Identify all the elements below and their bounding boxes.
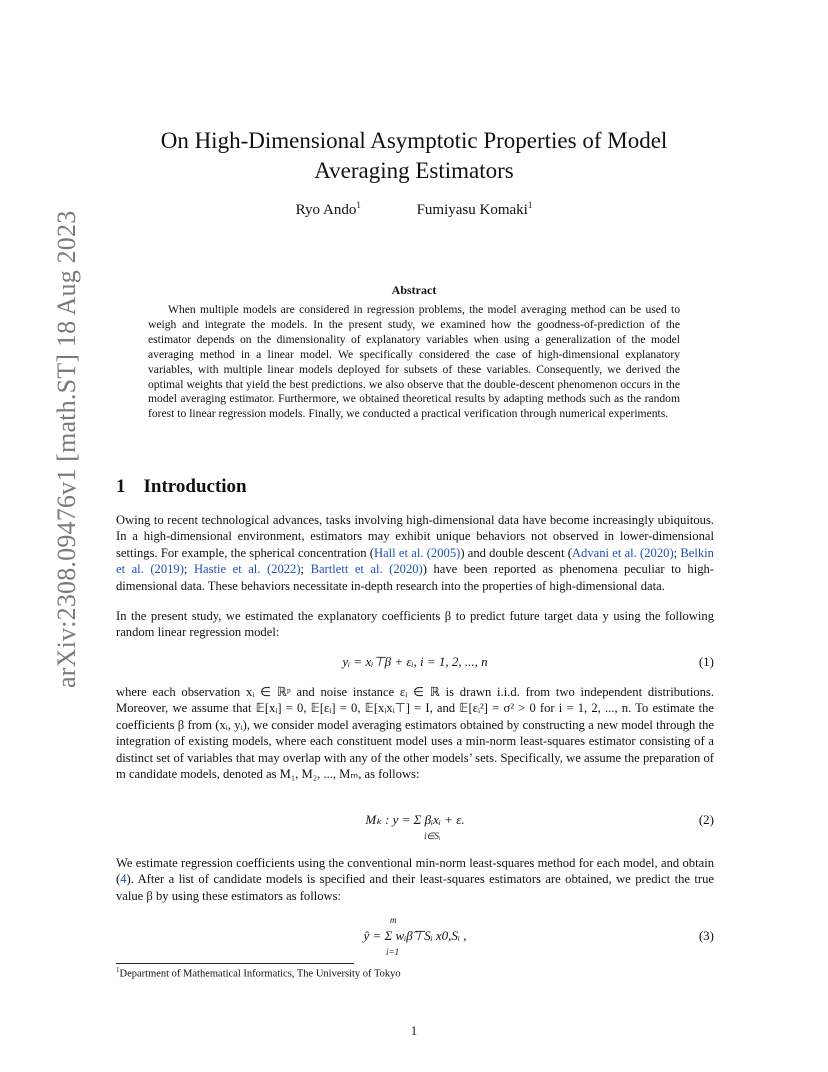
citation-link[interactable]: Hastie et al. (2022) [193,562,301,577]
equation-reference-link[interactable]: 4 [120,872,127,887]
section-number: 1 [116,476,126,497]
intro-paragraph-4: We estimate regression coefficients using the conventional min-norm least-squares method for each model, and obtain (4). After a list of candidate models is specified and their least-squares estimators are obtained, we predict the true value β by using these estimators as follows: [116,856,714,903]
title-line-2: Averaging Estimators [314,158,514,183]
author-2: Fumiyasu Komaki$^1$ [416,200,533,218]
equation-3-sum-lower: i=1 [386,947,400,957]
intro-paragraph-1: Owing to recent technological advances, tasks involving high-dimensional data have become increasingly ubiquitous. In a high-dimensional environment, estimators may exhibit unique behaviors not observed in lower-dimensional settings. For example, the spherical concentration (Hall et al. (2005)) and double descent (Advani et al. (2020); Belkin et al. (2019); Hastie et al. (2022); Bartlett et al. (2020)) have been reported as phenomena peculiar to high-dimensional data. These behaviors necessitate in-depth research into the properties of high-dimensional data. [116,513,714,593]
equation-2-tag: (2) [698,812,714,827]
arxiv-id: arXiv:2308.09476v1 [math.ST] 18 Aug 2023 [52,210,81,688]
citation-link[interactable]: Advani et al. (2020) [571,545,674,560]
footnote: $^1$Department of Mathematical Informatics, The University of Tokyo [116,966,401,980]
intro-paragraph-2: In the present study, we estimated the explanatory coefficients β to predict future target data y using the following random linear regression model: [116,609,714,640]
equation-3-tag: (3) [698,928,714,943]
page-number: 1 [410,1024,418,1038]
footnote-rule [116,963,354,964]
equation-3-body: ŷ = Σ wᵢβ̂⊤Sᵢ x0,Sᵢ , [363,928,467,943]
arxiv-sidebar-stamp [18,210,81,688]
citation-link[interactable]: Bartlett et al. (2020) [310,562,423,577]
equation-2-body: Mₖ : y = Σ βᵢxᵢ + ε. [365,812,465,827]
author-1: Ryo Ando$^1$ [295,200,361,218]
section-title: Introduction [143,476,247,497]
intro-paragraph-3: where each observation xᵢ ∈ ℝᵖ and noise instance εᵢ ∈ ℝ is drawn i.i.d. from two independent distributions. Moreover, we assume that 𝔼[xᵢ] = 0, 𝔼[εᵢ] = 0, 𝔼[xᵢxᵢ⊤] = I, and 𝔼[εᵢ²] = σ² > 0 for i = 1, 2, ..., n. To estimate the coefficients β from (xᵢ, yᵢ), we consider model averaging estimators obtained by constructing a new model through the integration of existing models, where each constituent model uses a min-norm least-squares estimator consisting of a distinct set of variables that may overlap with any of the other models’ sets. Specifically, we assume the preparation of m candidate models, denoted as M₁, M₂, ..., Mₘ, as follows: [116,685,714,782]
equation-3-sum-upper: m [390,915,397,925]
author-list [116,200,712,219]
abstract-text: When multiple models are considered in regression problems, the model averaging method can be used to weigh and integrate the models. In the present study, we examined how the goodness-of-prediction of the estimator depends on the dimensionality of explanatory variables when using a generalization of the model averaging method in a linear model. We specifically considered the case of high-dimensional explanatory variables, with multiple linear models deployed for subsets of these variables. Consequently, we derived the optimal weights that yield the best predictions. we also observe that the double-descent phenomenon occurs in the model averaging estimator. Furthermore, we obtained theoretical results by adapting methods such as the random forest to linear regression models. Finally, we conducted a practical verification through numerical experiments. [148,303,680,421]
equation-2 [116,812,714,846]
citation-link[interactable]: Hall et al. (2005) [373,545,461,560]
paper-title [116,126,712,186]
section-heading [116,476,247,498]
title-line-1: On High-Dimensional Asymptotic Properties of Model [160,128,668,153]
equation-2-sum-index: i∈Sᵢ [424,831,441,841]
equation-3 [116,914,714,958]
citation-link[interactable]: Belkin et al. (2019) [116,545,714,577]
abstract-heading: Abstract [391,283,437,297]
equation-1-tag: (1) [698,654,714,669]
equation-1-body: yᵢ = xᵢ⊤β + εᵢ, i = 1, 2, ..., n [342,654,488,669]
